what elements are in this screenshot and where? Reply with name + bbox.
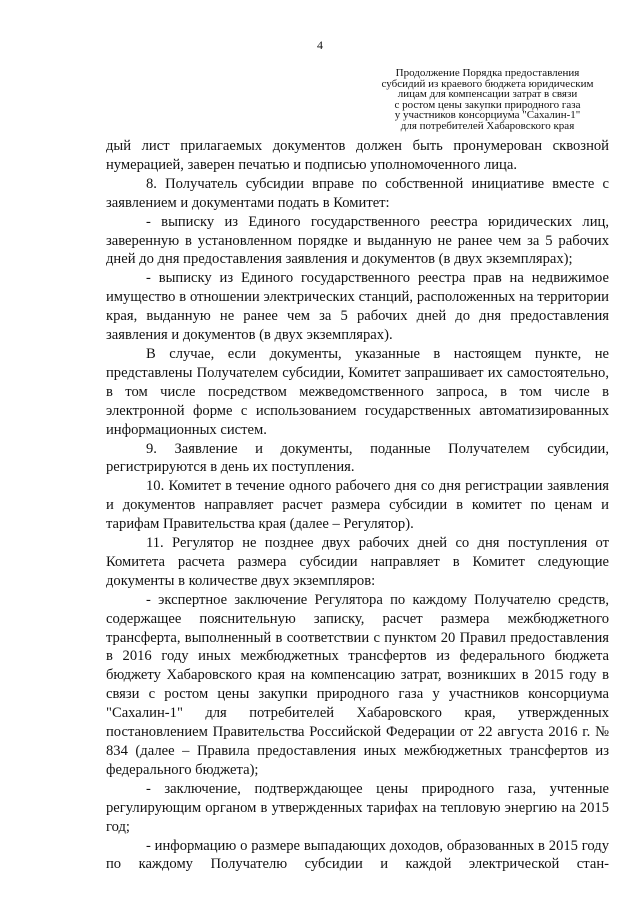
running-header-line: лицам для компенсации затрат в связи	[397, 88, 578, 101]
paragraph-item-10: 10. Комитет в течение одного рабочего дня со дня регистрации заявления и документов направляет расчет размера субсидии в комитет по ценам и тарифам Правительства края (далее – Регулятор).	[106, 478, 609, 533]
paragraph-bullet-legal-entities-extract: - выписку из Единого государственного реестра юридических лиц, заверенную в установленном порядке и выданную не ранее чем за 5 рабочих дней до дня предоставления заявления и документов (в двух экземплярах);	[106, 213, 609, 268]
paragraph-item-11: 11. Регулятор не позднее двух рабочих дней со дня поступления от Комитета расчета размера субсидии направляет в Комитет следующие документы в количестве двух экземпляров:	[106, 535, 609, 589]
running-header-line: для потребителей Хабаровского края	[400, 119, 575, 132]
paragraph-item-8: 8. Получатель субсидии вправе по собственной инициативе вместе с заявлением и документами подать в Комитет:	[106, 175, 609, 211]
running-header-line: у участников консорциума "Сахалин-1"	[394, 109, 581, 122]
paragraph-continuation: дый лист прилагаемых документов должен быть пронумерован сквозной нумерацией, заверен печатью и подписью уполномоченного лица.	[106, 138, 609, 173]
document-body	[106, 137, 609, 874]
running-header-line: с ростом цены закупки природного газа	[394, 98, 581, 111]
paragraph-bullet-property-rights-extract: - выписку из Единого государственного реестра прав на недвижимое имущество в отношении электрических станций, расположенных на территории края, выданную не ранее чем за 5 рабочих дней до дня предоставления заявления и документов (в двух экземплярах).	[106, 270, 609, 344]
page-number: 4	[317, 38, 323, 52]
paragraph-interagency-request: В случае, если документы, указанные в настоящем пункте, не представлены Получателем субсидии, Комитет запрашивает их самостоятельно, в том числе посредством межведомственного запроса, в том числе в электронной форме с использованием государственных автоматизированных информационных систем.	[106, 345, 609, 438]
running-header	[345, 68, 630, 132]
running-header-line: субсидий из краевого бюджета юридическим	[381, 77, 594, 90]
paragraph-bullet-gas-price-conclusion: - заключение, подтверждающее цены природного газа, учтенные регулирующим органом в утвержденных тарифах на тепловую энергию на 2015 год;	[106, 780, 609, 835]
paragraph-bullet-lost-income-info: - информацию о размере выпадающих доходов, образованных в 2015 году по каждому Получателю субсидии и каждой электрической стан-	[106, 837, 609, 873]
paragraph-bullet-expert-conclusion: - экспертное заключение Регулятора по каждому Получателю средств, содержащее пояснительную записку, расчет размера межбюджетного трансферта, выполненный в соответствии с пунктом 20 Правил предоставления в 2016 году иных межбюджетных трансфертов из федерального бюджета бюджету Хабаровского края на компенсацию затрат, возникших в 2015 году в связи с ростом цены закупки природного газа у участников консорциума "Сахалин-1" для потребителей Хабаровского края, утвержденных постановлением Правительства Российской Федерации от 22 августа 2016 г. № 834 (далее – Правила предоставления иных межбюджетных трансфертов из федерального бюджета);	[106, 591, 609, 778]
running-header-line: Продолжение Порядка предоставления	[395, 67, 580, 79]
paragraph-item-9: 9. Заявление и документы, поданные Получателем субсидии, регистрируются в день их поступления.	[106, 440, 609, 476]
